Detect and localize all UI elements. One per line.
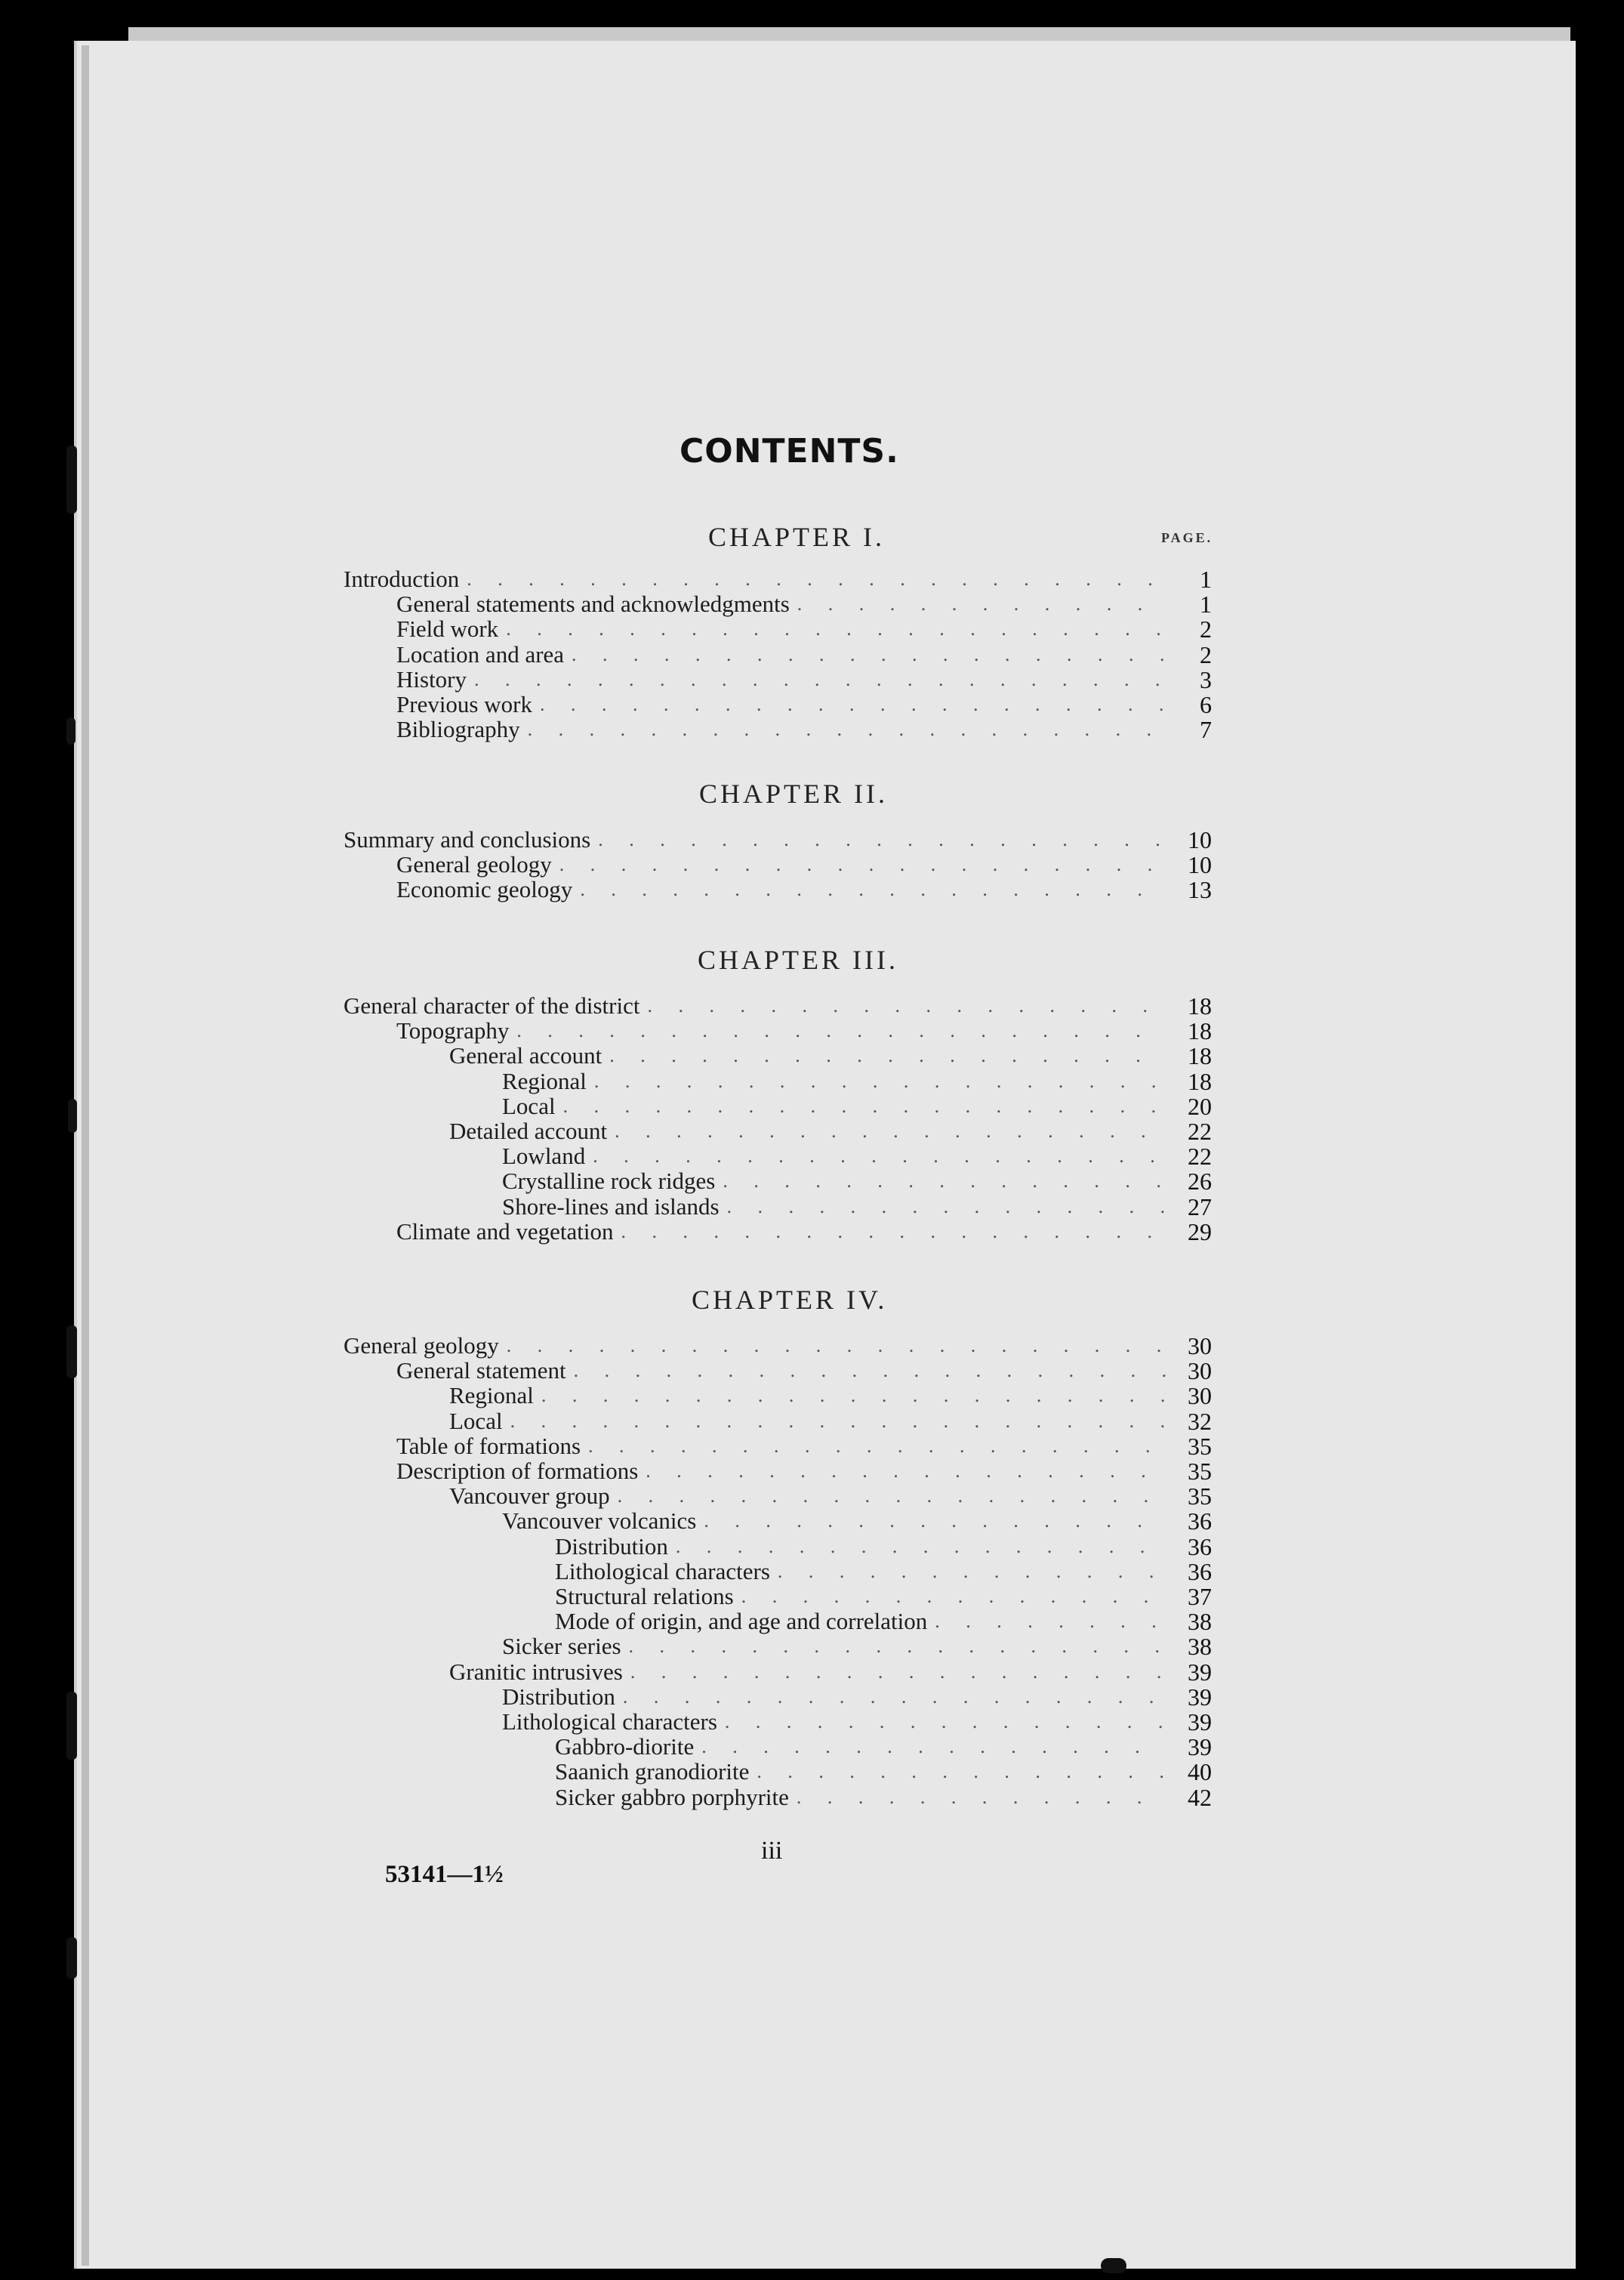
toc-entry-page-number: 22 — [1188, 1143, 1212, 1171]
toc-entry — [502, 1168, 1212, 1194]
toc-entry-label: Lithological characters — [555, 1557, 770, 1584]
toc-entry-label: Crystalline rock ridges — [502, 1168, 716, 1195]
dot-leader — [704, 1508, 1166, 1534]
toc-entry-page-number: 30 — [1188, 1357, 1212, 1385]
dot-leader — [701, 1734, 1166, 1760]
toc-entry — [502, 1094, 1212, 1119]
dot-leader — [580, 877, 1166, 902]
binding-mark — [66, 1937, 77, 1979]
toc-entry-page-number: 39 — [1188, 1683, 1212, 1711]
toc-entry — [344, 566, 1212, 592]
binding-mark — [66, 446, 77, 514]
toc-entry — [449, 1043, 1212, 1069]
toc-entry-page-number: 29 — [1188, 1217, 1212, 1245]
toc-entry-page-number: 39 — [1188, 1708, 1212, 1735]
dot-leader — [540, 692, 1166, 717]
toc-entry — [396, 1219, 1212, 1245]
toc-entry-label: Vancouver volcanics — [502, 1507, 697, 1535]
dot-leader — [593, 1143, 1166, 1169]
toc-entry — [396, 591, 1212, 617]
toc-entry-label: History — [396, 665, 467, 693]
toc-entry-label: Granitic intrusives — [449, 1658, 623, 1685]
toc-entry — [555, 1785, 1212, 1810]
toc-entry-page-number: 1 — [1200, 591, 1212, 619]
toc-entry-page-number: 3 — [1200, 665, 1212, 693]
toc-entry — [396, 1433, 1212, 1459]
toc-entry-label: General statements and acknowledgments — [396, 591, 790, 618]
dot-leader — [572, 642, 1166, 668]
dot-leader — [621, 1219, 1166, 1245]
toc-entry — [396, 877, 1212, 902]
toc-entry — [396, 667, 1212, 693]
dot-leader — [676, 1534, 1166, 1560]
toc-entry-label: Vancouver group — [449, 1482, 610, 1510]
toc-entry-label: Lithological characters — [502, 1708, 717, 1735]
binding-mark — [66, 717, 75, 745]
toc-entry-label: General character of the district — [344, 992, 640, 1019]
toc-entry-page-number: 2 — [1200, 640, 1212, 668]
toc-entry — [555, 1609, 1212, 1634]
dot-leader — [723, 1168, 1166, 1194]
toc-entry-page-number: 26 — [1188, 1168, 1212, 1196]
toc-entry — [502, 1684, 1212, 1710]
toc-entry-page-number: 36 — [1188, 1532, 1212, 1560]
chapter-heading: CHAPTER II. — [699, 779, 888, 809]
dot-leader — [725, 1709, 1166, 1735]
toc-entry-page-number: 42 — [1188, 1783, 1212, 1811]
dot-leader — [647, 993, 1166, 1019]
toc-entry — [449, 1383, 1212, 1408]
toc-entry-page-number: 1 — [1200, 566, 1212, 593]
toc-entry — [449, 1408, 1212, 1434]
dot-leader — [727, 1194, 1166, 1220]
toc-entry — [344, 993, 1212, 1019]
toc-entry — [396, 1458, 1212, 1484]
toc-entry-page-number: 10 — [1188, 851, 1212, 879]
toc-entry-label: Introduction — [344, 566, 460, 592]
dot-leader — [559, 852, 1166, 878]
toc-entry-page-number: 36 — [1188, 1507, 1212, 1535]
toc-entry-page-number: 18 — [1188, 1017, 1212, 1045]
dot-leader — [797, 1785, 1166, 1810]
dot-leader — [598, 827, 1166, 853]
page-folio: iii — [761, 1837, 783, 1865]
dot-leader — [757, 1759, 1166, 1785]
toc-entry-label: Saanich granodiorite — [555, 1758, 750, 1785]
toc-entry-label: General geology — [396, 851, 552, 878]
chapter-heading: CHAPTER I. — [708, 522, 886, 552]
dot-leader — [623, 1684, 1166, 1710]
toc-entry-label: Mode of origin, and age and correlation — [555, 1608, 928, 1635]
dot-leader — [630, 1659, 1166, 1685]
toc-entry — [555, 1584, 1212, 1609]
dot-leader — [516, 1018, 1166, 1044]
dot-leader — [563, 1094, 1166, 1119]
toc-entry — [396, 616, 1212, 642]
toc-entry-label: Shore-lines and islands — [502, 1192, 720, 1220]
toc-entry — [396, 642, 1212, 668]
toc-entry-page-number: 39 — [1188, 1658, 1212, 1686]
paper-speck — [1101, 2258, 1126, 2273]
dot-leader — [629, 1634, 1166, 1659]
printer-code: 53141—1½ — [385, 1861, 504, 1888]
dot-leader — [506, 616, 1166, 642]
toc-entry-label: General geology — [344, 1332, 499, 1359]
toc-entry-page-number: 7 — [1200, 716, 1212, 744]
toc-entry-label: Gabbro-diorite — [555, 1733, 695, 1760]
dot-leader — [541, 1383, 1166, 1408]
toc-entry-page-number: 6 — [1200, 691, 1212, 718]
toc-entry-page-number: 38 — [1188, 1633, 1212, 1661]
toc-entry — [396, 1018, 1212, 1044]
toc-entry-label: Sicker series — [502, 1633, 621, 1660]
toc-entry — [396, 852, 1212, 878]
toc-entry — [396, 692, 1212, 717]
contents-title: CONTENTS. — [679, 432, 899, 471]
toc-entry-label: Economic geology — [396, 876, 573, 903]
dot-leader — [467, 566, 1166, 592]
toc-entry-page-number: 27 — [1188, 1192, 1212, 1220]
toc-entry-page-number: 30 — [1188, 1332, 1212, 1359]
toc-entry — [396, 1358, 1212, 1384]
dot-leader — [594, 1069, 1166, 1094]
toc-entry-label: Location and area — [396, 640, 565, 668]
toc-entry-label: Lowland — [502, 1143, 586, 1170]
toc-entry-label: Structural relations — [555, 1583, 734, 1609]
toc-entry-page-number: 37 — [1188, 1583, 1212, 1610]
toc-entry — [502, 1508, 1212, 1534]
toc-entry — [344, 1333, 1212, 1359]
binding-mark — [66, 1325, 77, 1378]
dot-leader — [609, 1043, 1166, 1069]
dot-leader — [797, 591, 1166, 617]
toc-entry-label: Sicker gabbro porphyrite — [555, 1783, 789, 1810]
toc-entry — [449, 1118, 1212, 1144]
toc-entry — [555, 1759, 1212, 1785]
dot-leader — [646, 1458, 1166, 1484]
toc-entry-page-number: 10 — [1188, 826, 1212, 853]
dot-leader — [528, 717, 1166, 742]
toc-entry-page-number: 20 — [1188, 1092, 1212, 1120]
toc-entry-label: Regional — [502, 1067, 587, 1094]
toc-entry-label: Detailed account — [449, 1118, 608, 1144]
toc-entry — [449, 1659, 1212, 1685]
dot-leader — [510, 1408, 1166, 1434]
toc-entry-label: Description of formations — [396, 1458, 639, 1484]
toc-entry-label: Summary and conclusions — [344, 826, 591, 853]
toc-entry-page-number: 13 — [1188, 876, 1212, 904]
page-gutter — [82, 45, 89, 2266]
toc-entry-page-number: 35 — [1188, 1482, 1212, 1510]
toc-entry-label: Local — [502, 1092, 556, 1119]
toc-entry-page-number: 36 — [1188, 1557, 1212, 1585]
toc-entry — [396, 717, 1212, 742]
toc-entry — [502, 1634, 1212, 1659]
dot-leader — [574, 1358, 1166, 1384]
toc-entry-page-number: 38 — [1188, 1608, 1212, 1636]
toc-entry — [449, 1483, 1212, 1509]
dot-leader — [935, 1609, 1166, 1634]
page-column-label: PAGE. — [1161, 530, 1213, 545]
dot-leader — [507, 1333, 1166, 1359]
toc-entry-label: General statement — [396, 1357, 566, 1384]
toc-entry-page-number: 39 — [1188, 1733, 1212, 1761]
dot-leader — [778, 1559, 1166, 1584]
toc-entry-label: Field work — [396, 616, 499, 643]
toc-entry — [555, 1534, 1212, 1560]
chapter-heading: CHAPTER IV. — [692, 1285, 888, 1315]
toc-entry-page-number: 18 — [1188, 992, 1212, 1020]
toc-entry — [502, 1194, 1212, 1220]
toc-entry-page-number: 35 — [1188, 1432, 1212, 1460]
toc-entry-label: Distribution — [502, 1683, 615, 1710]
toc-entry-label: Local — [449, 1407, 503, 1434]
toc-entry-page-number: 18 — [1188, 1067, 1212, 1095]
dot-leader — [741, 1584, 1166, 1609]
toc-entry-label: Bibliography — [396, 716, 520, 743]
toc-entry-label: Climate and vegetation — [396, 1217, 614, 1245]
toc-entry-page-number: 40 — [1188, 1758, 1212, 1786]
toc-entry — [502, 1143, 1212, 1169]
toc-entry-label: Distribution — [555, 1532, 668, 1560]
toc-entry-label: General account — [449, 1042, 602, 1069]
toc-entry — [555, 1559, 1212, 1584]
toc-entry — [502, 1709, 1212, 1735]
toc-entry-page-number: 35 — [1188, 1458, 1212, 1485]
dot-leader — [474, 667, 1166, 693]
toc-entry-page-number: 2 — [1200, 616, 1212, 643]
toc-entry-page-number: 22 — [1188, 1118, 1212, 1145]
dot-leader — [618, 1483, 1166, 1509]
binding-mark — [66, 1692, 77, 1760]
toc-entry-page-number: 30 — [1188, 1382, 1212, 1410]
toc-entry — [502, 1069, 1212, 1094]
toc-entry-label: Topography — [396, 1017, 510, 1044]
binding-mark — [68, 1099, 77, 1133]
toc-entry-label: Previous work — [396, 691, 532, 717]
toc-entry-page-number: 18 — [1188, 1042, 1212, 1070]
toc-entry — [555, 1734, 1212, 1760]
chapter-heading: CHAPTER III. — [698, 945, 898, 975]
dot-leader — [588, 1433, 1166, 1459]
dot-leader — [615, 1118, 1166, 1144]
toc-entry-page-number: 32 — [1188, 1407, 1212, 1435]
toc-entry — [344, 827, 1212, 853]
toc-entry-label: Table of formations — [396, 1432, 581, 1459]
toc-entry-label: Regional — [449, 1382, 534, 1409]
